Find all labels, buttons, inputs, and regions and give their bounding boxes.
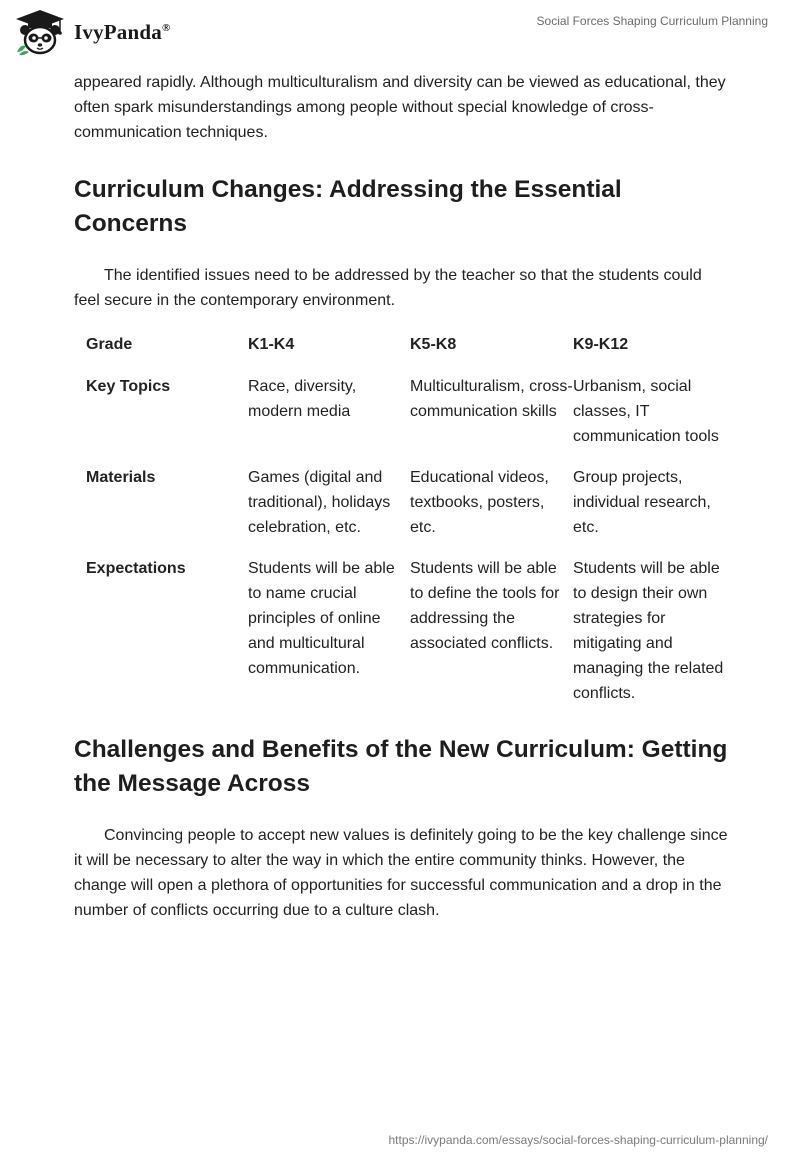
table-row: [74, 556, 724, 722]
table-cell: Race, diversity, modern media: [248, 378, 357, 420]
table-row: [74, 374, 724, 465]
table-cell: Group projects, individual research, etc.: [573, 469, 711, 536]
challenges-benefits-paragraph: Convincing people to accept new values is definitely going to be the key challenge since it will be necessary to alter the way in which the entire community thinks. However, the change will open a plethora of opportunities for successful communication and a drop in the number of conflicts occurring due to a culture clash.: [74, 827, 728, 919]
table-header-cell: K5-K8: [410, 336, 457, 353]
table-cell: Multiculturalism, cross-communication skills: [410, 378, 573, 420]
ivypanda-logo[interactable]: [14, 8, 170, 56]
table-header-row: [74, 332, 724, 374]
table-cell: Students will be able to define the tools for addressing the associated conflicts.: [410, 560, 560, 652]
panda-graduate-icon: [14, 8, 66, 56]
table-cell: Games (digital and traditional), holidays celebration, etc.: [248, 469, 391, 536]
table-row-label: Expectations: [86, 560, 186, 577]
table-cell: Students will be able to design their own strategies for mitigating and managing the related conflicts.: [573, 560, 724, 702]
curriculum-changes-paragraph: The identified issues need to be addressed by the teacher so that the students could feel secure in the contemporary environment.: [74, 267, 702, 309]
table-header-cell: K9-K12: [573, 336, 629, 353]
challenges-benefits-heading: Challenges and Benefits of the New Curriculum: Getting the Message Across: [74, 736, 728, 797]
curriculum-changes-heading: Curriculum Changes: Addressing the Essential Concerns: [74, 176, 622, 237]
table-header-cell: K1-K4: [248, 336, 295, 353]
document-title: Social Forces Shaping Curriculum Planning: [536, 14, 768, 28]
source-url[interactable]: https://ivypanda.com/essays/social-forces-shaping-curriculum-planning/: [388, 1133, 768, 1147]
table-row-label: Key Topics: [86, 378, 171, 395]
page-header: [0, 0, 800, 60]
curriculum-table: [74, 332, 724, 722]
table-cell: Educational videos, textbooks, posters, etc.: [410, 469, 549, 536]
logo-wordmark: IvyPanda®: [74, 19, 171, 44]
intro-paragraph: appeared rapidly. Although multiculturalism and diversity can be viewed as educational, they often spark misunderstandings among people without special knowledge of cross-communication techniques.: [74, 74, 726, 141]
table-cell: Students will be able to name crucial principles of online and multicultural communication.: [248, 560, 395, 677]
table-row: [74, 465, 724, 556]
table-header-cell: Grade: [86, 336, 133, 353]
table-row-label: Materials: [86, 469, 156, 486]
table-cell: Urbanism, social classes, IT communication tools: [573, 378, 719, 445]
essay-content: [74, 70, 728, 923]
